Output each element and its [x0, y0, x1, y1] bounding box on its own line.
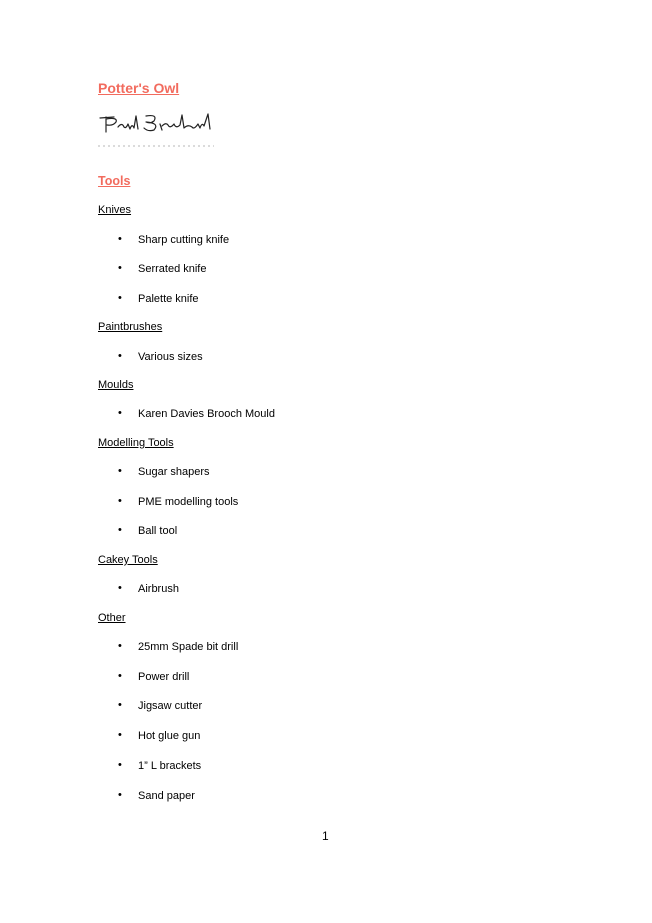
document-page: Potter's Owl Tools Knives • Sharp cutting knife • Serrated knife • Palette knife Paintbrushes • Various sizes Moulds • Karen Davies Brooch Mould Modelling Tools • Sugar shapers • PME modelling tools • Ball tool Cakey Tools • Airbrush Other • 25mm Spade bit drill • Power drill • Jigsaw cutter • Hot glue gun • 1” L brackets • Sand paper 1 [98, 80, 329, 843]
signature-logo [98, 112, 216, 150]
bullet-icon: • [118, 233, 122, 245]
bullet-icon: • [118, 292, 122, 304]
bullet-icon: • [118, 789, 122, 801]
document-title: Potter's Owl [98, 80, 180, 96]
category-knives: Knives [98, 204, 132, 216]
bullet-icon: • [118, 582, 122, 594]
category-cakey-tools: Cakey Tools [98, 554, 158, 566]
bullet-icon: • [118, 729, 122, 741]
bullet-icon: • [118, 350, 122, 362]
bullet-icon: • [118, 495, 122, 507]
category-other: Other [98, 612, 126, 624]
bullet-icon: • [118, 699, 122, 711]
bullet-icon: • [118, 465, 122, 477]
category-paintbrushes: Paintbrushes [98, 321, 163, 333]
section-title-tools: Tools [98, 174, 131, 188]
bullet-icon: • [118, 670, 122, 682]
bullet-icon: • [118, 262, 122, 274]
bullet-icon: • [118, 640, 122, 652]
bullet-icon: • [118, 524, 122, 536]
bullet-icon: • [118, 407, 122, 419]
bullet-icon: • [118, 759, 122, 771]
category-modelling-tools: Modelling Tools [98, 437, 174, 449]
page-number: 1 [322, 829, 329, 843]
category-moulds: Moulds [98, 379, 134, 391]
